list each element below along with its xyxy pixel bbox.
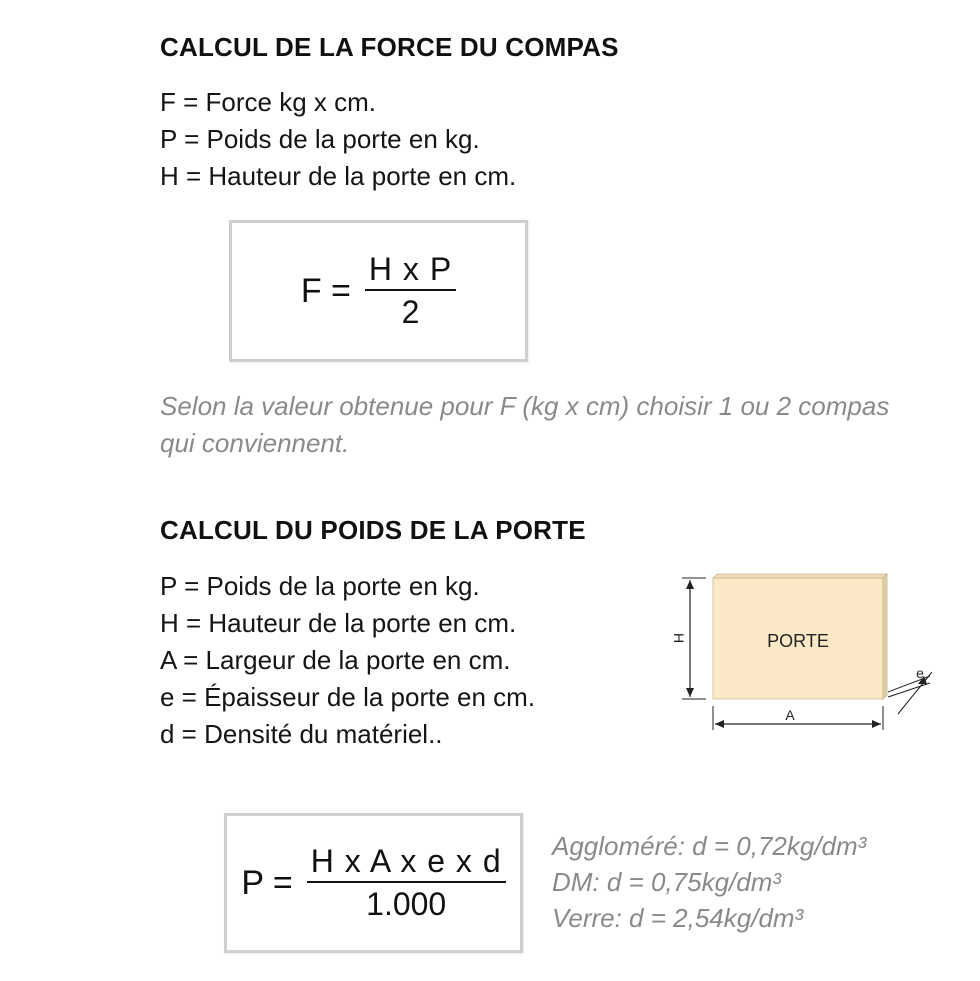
weight-formula-numerator: H x A x e x d bbox=[307, 843, 506, 883]
force-note: Selon la valeur obtenue pour F (kg x cm) choisir 1 ou 2 compas qui conviennent. bbox=[160, 391, 890, 458]
force-formula-numerator: H x P bbox=[365, 251, 456, 291]
weight-formula-lhs: P = bbox=[241, 863, 293, 902]
door-top-edge bbox=[713, 574, 887, 578]
weight-definitions-list bbox=[160, 568, 535, 753]
door-label: PORTE bbox=[767, 631, 829, 651]
section-title-force: CALCUL DE LA FORCE DU COMPAS bbox=[160, 32, 619, 62]
density-list bbox=[552, 828, 866, 936]
density-agglomere: Aggloméré: d = 0,72kg/dm³ bbox=[552, 831, 867, 861]
force-formula-box bbox=[229, 220, 528, 362]
height-label: H bbox=[671, 632, 687, 644]
weight-formula bbox=[241, 843, 505, 923]
density-dm: DM: d = 0,75kg/dm³ bbox=[552, 867, 782, 897]
height-arrow-up bbox=[686, 580, 694, 589]
weight-formula-box bbox=[224, 813, 523, 953]
definition-e: e = Épaisseur de la porte en cm. bbox=[160, 682, 536, 712]
definition-f: F = Force kg x cm. bbox=[160, 87, 376, 117]
definition-h: H = Hauteur de la porte en cm. bbox=[160, 608, 517, 638]
definition-h: H = Hauteur de la porte en cm. bbox=[160, 161, 517, 191]
force-definitions-list bbox=[160, 84, 516, 195]
width-arrow-right bbox=[872, 720, 881, 728]
force-formula-fraction bbox=[365, 251, 456, 331]
width-label: A bbox=[785, 707, 795, 723]
thickness-label: e bbox=[916, 665, 924, 681]
weight-formula-denominator: 1.000 bbox=[366, 886, 447, 922]
door-diagram bbox=[664, 566, 944, 736]
definition-d: d = Densité du matériel.. bbox=[160, 719, 443, 749]
force-formula-lhs: F = bbox=[300, 271, 351, 310]
force-formula bbox=[301, 251, 456, 331]
definition-a: A = Largeur de la porte en cm. bbox=[160, 645, 511, 675]
door-side-edge bbox=[883, 574, 887, 699]
force-formula-denominator: 2 bbox=[401, 294, 420, 330]
definition-p: P = Poids de la porte en kg. bbox=[160, 571, 480, 601]
thickness-dimension-line bbox=[898, 672, 932, 714]
definition-p: P = Poids de la porte en kg. bbox=[160, 124, 480, 154]
weight-formula-fraction bbox=[307, 843, 506, 923]
width-arrow-left bbox=[715, 720, 724, 728]
height-arrow-down bbox=[686, 688, 694, 697]
section-title-weight: CALCUL DU POIDS DE LA PORTE bbox=[160, 515, 586, 545]
density-verre: Verre: d = 2,54kg/dm³ bbox=[552, 903, 804, 933]
